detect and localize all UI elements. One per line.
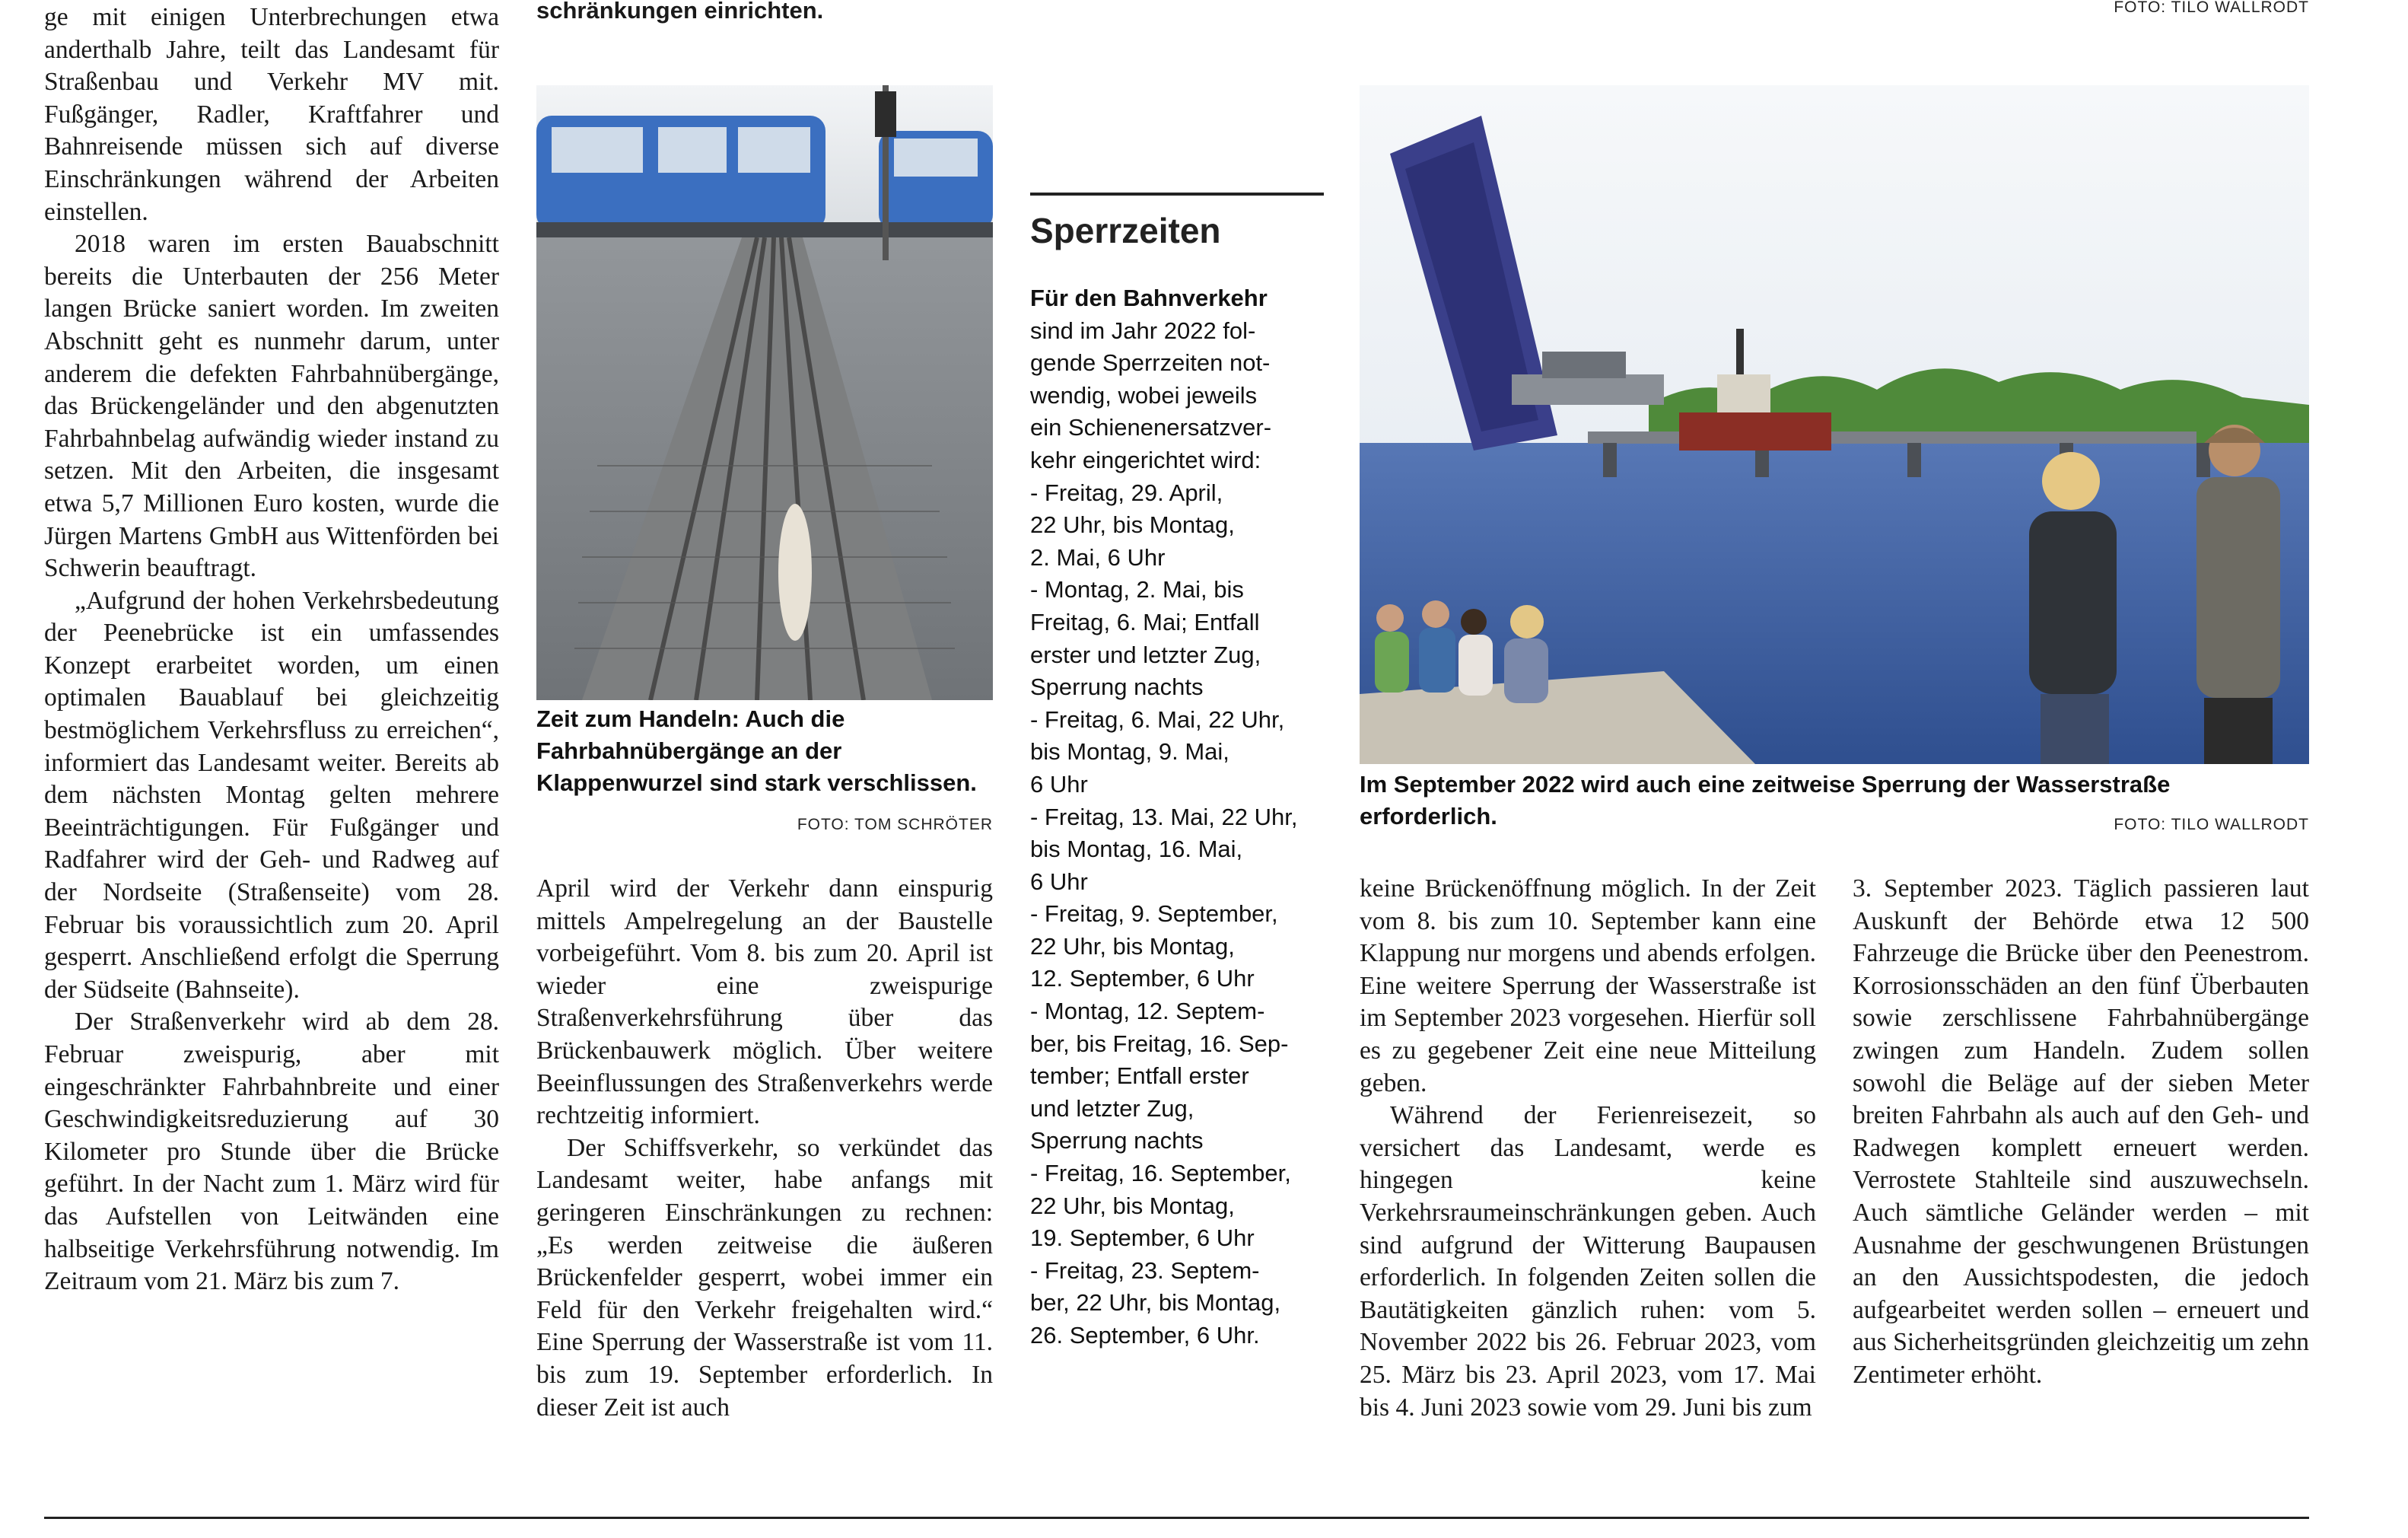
photo-caption: Zeit zum Handeln: Auch die Fahrbahnübergänge an der Klappenwurzel sind stark verschlissen. (536, 705, 977, 796)
top-cutoff-text: schränkungen einrichten. (536, 0, 824, 24)
infobox-line: 26. September, 6 Uhr. (1030, 1322, 1260, 1349)
paragraph: 3. September 2023. Täglich passieren laut Auskunft der Behörde etwa 12 500 Fahrzeuge die Brücke über den Peenestrom. Korrosionsschäden an den fünf Überbauten sowie zerschlissene Fahrbahnübergänge zwingen zum Handeln. Zudem sollen sowohl die Beläge auf der sieben Meter breiten Fahrbahn als auch auf den Geh- und Radwegen komplett erneuert werden. Verrostete Stahlteile sind auszuwechseln. Auch sämtliche Geländer werden – mit Ausnahme der geschwungenen Brüstungen an den Aussichtspodesten, die jedoch aufgearbeitet werden sollen – erneuert und aus Sicherheitsgründen gleichzeitig um zehn Zentimeter erhöht. (1853, 874, 2309, 1389)
infobox-line: erster und letzter Zug, (1030, 641, 1261, 668)
article-column-2 (536, 873, 993, 1493)
infobox-line: - Freitag, 16. September, (1030, 1160, 1291, 1187)
infobox-line: Sperrung nachts (1030, 673, 1204, 701)
infobox-line: 22 Uhr, bis Montag, (1030, 511, 1235, 539)
infobox-line: ber, bis Freitag, 16. Sep- (1030, 1030, 1289, 1057)
paragraph: April wird der Verkehr dann einspurig mittels Ampelregelung an der Baustelle vorbeigeführt. Vom 8. bis zum 20. April ist wieder eine zweispurige Straßenverkehrsführung über das Brückenbauwerk möglich. Über weitere Beeinflussungen des Straßenverkehrs werde rechtzeitig informiert. (536, 874, 993, 1130)
infobox-line: kehr eingerichtet wird: (1030, 446, 1261, 473)
bottom-rule (44, 1517, 2309, 1519)
paragraph: Während der Ferienreisezeit, so versichert das Landesamt, werde es hingegen keine Verkehrsraumeinschränkungen geben. Auch sind aufgrund der Witterung Baupausen erforderlich. In folgenden Zeiten sollen die Bautätigkeiten gänzlich ruhen: vom 5. November 2022 bis 26. Februar 2023, vom 25. März bis 23. April 2023, vom 17. Mai bis 4. Juni 2023 sowie vom 29. Juni bis zum (1360, 1101, 1816, 1422)
infobox-line: - Montag, 2. Mai, bis (1030, 576, 1244, 603)
infobox-line: tember; Entfall erster (1030, 1062, 1249, 1090)
infobox-line: ber, 22 Uhr, bis Montag, (1030, 1289, 1281, 1317)
article-column-1 (44, 2, 499, 1493)
article-column-4 (1360, 873, 1816, 1493)
bridge-photo (1360, 85, 2309, 764)
paragraph: „Aufgrund der hohen Verkehrsbedeutung der Peenebrücke ist ein umfassendes Konzept erarbeitet worden, um einen optimalen Bauablauf bei gleichzeitig bestmöglichem Verkehrsfluss zu erreichen“, informiert das Landesamt weiter. Bereits ab dem nächsten Montag gelten mehrere Beeinträchtigungen. Für Fußgänger und Radfahrer wird der Geh- und Radweg auf der Nordseite (Straßenseite) vom 28. Februar bis voraussichtlich zum 20. April gesperrt. Anschließend erfolgt die Sperrung der Südseite (Bahnseite). (44, 586, 499, 1004)
infobox-line: - Freitag, 13. Mai, 22 Uhr, (1030, 803, 1298, 830)
infobox-line: bis Montag, 16. Mai, (1030, 836, 1243, 863)
infobox-top-rule (1030, 193, 1324, 196)
infobox-line: 6 Uhr (1030, 770, 1088, 798)
infobox-line: 6 Uhr (1030, 868, 1088, 895)
infobox-line: sind im Jahr 2022 fol- (1030, 317, 1256, 344)
infobox-line: 22 Uhr, bis Montag, (1030, 932, 1235, 960)
infobox-line: Freitag, 6. Mai; Entfall (1030, 608, 1260, 635)
sperrzeiten-infobox (1030, 202, 1350, 1352)
photo-caption: Im September 2022 wird auch eine zeitweise Sperrung der Wasserstraße erforderlich. (1360, 771, 2171, 830)
infobox-line: 22 Uhr, bis Montag, (1030, 1192, 1235, 1219)
photo-credit: FOTO: TILO WALLRODT (2114, 816, 2309, 833)
paragraph: Der Schiffsverkehr, so verkündet das Landesamt weiter, habe anfangs mit geringeren Einschränkungen zu rechnen: „Es werden zeitweise die äußeren Brückenfelder gesperrt, wobei immer ein Feld für den Verkehr freigehalten wird.“ Eine Sperrung der Wasserstraße ist vom 11. bis zum 19. September erforderlich. In dieser Zeit ist auch (536, 1133, 993, 1422)
infobox-line: wendig, wobei jeweils (1030, 381, 1258, 409)
infobox-line: 12. September, 6 Uhr (1030, 965, 1255, 992)
paragraph: keine Brückenöffnung möglich. In der Zeit vom 8. bis zum 10. September kann eine Klappung nur morgens und abends erfolgen. Eine weitere Sperrung der Wasserstraße ist im September 2023 vorgesehen. Hierfür soll es zu gegebener Zeit eine neue Mitteilung geben. (1360, 874, 1816, 1097)
photo-credit: FOTO: TOM SCHRÖTER (797, 816, 993, 833)
paragraph: 2018 waren im ersten Bauabschnitt bereits die Unterbauten der 256 Meter langen Brücke saniert worden. Im zweiten Abschnitt geht es nunmehr darum, unter anderem die defekten Fahrbahnübergänge, das Brückengeländer und den abgenutzten Fahrbahnbelag aufwändig wieder instand zu setzen. Mit den Arbeiten, die insgesamt etwa 5,7 Millionen Euro kosten, wurde die Jürgen Martens GmbH aus Wittenförden bei Schwerin beauftragt. (44, 230, 499, 583)
infobox-line: und letzter Zug, (1030, 1094, 1194, 1122)
infobox-line: - Freitag, 6. Mai, 22 Uhr, (1030, 705, 1285, 733)
infobox-subtitle: Für den Bahnverkehr (1030, 285, 1268, 311)
paragraph: ge mit einigen Unterbrechungen etwa anderthalb Jahre, teilt das Landesamt für Straßenbau und Verkehr MV mit. Fußgänger, Radler, Kraftfahrer und Bahnreisende müssen sich auf diverse Einschränkungen während der Arbeiten einstellen. (44, 3, 499, 226)
infobox-line: bis Montag, 9. Mai, (1030, 738, 1229, 766)
infobox-line: 2. Mai, 6 Uhr (1030, 543, 1166, 571)
infobox-line: - Freitag, 9. September, (1030, 900, 1278, 928)
infobox-line: ein Schienenersatzver- (1030, 414, 1272, 441)
infobox-line: - Freitag, 23. Septem- (1030, 1256, 1260, 1284)
infobox-line: 19. September, 6 Uhr (1030, 1224, 1255, 1252)
infobox-line: - Montag, 12. Septem- (1030, 998, 1265, 1025)
infobox-line: Sperrung nachts (1030, 1127, 1204, 1154)
track-photo (536, 85, 993, 700)
infobox-line: - Freitag, 29. April, (1030, 479, 1223, 506)
article-column-5 (1853, 873, 2309, 1493)
top-photo-credit: FOTO: TILO WALLRODT (2114, 0, 2309, 16)
infobox-lines (1030, 315, 1350, 1352)
paragraph: Der Straßenverkehr wird ab dem 28. Februar zweispurig, aber mit eingeschränkter Fahrbahnbreite und einer Geschwindigkeitsreduzierung auf 30 Kilometer pro Stunde über die Brücke geführt. In der Nacht zum 1. März wird für das Aufstellen von Leitwänden eine halbseitige Verkehrsführung notwendig. Im Zeitraum vom 21. März bis zum 7. (44, 1008, 499, 1296)
infobox-line: gende Sperrzeiten not- (1030, 349, 1271, 377)
infobox-title: Sperrzeiten (1030, 211, 1221, 250)
